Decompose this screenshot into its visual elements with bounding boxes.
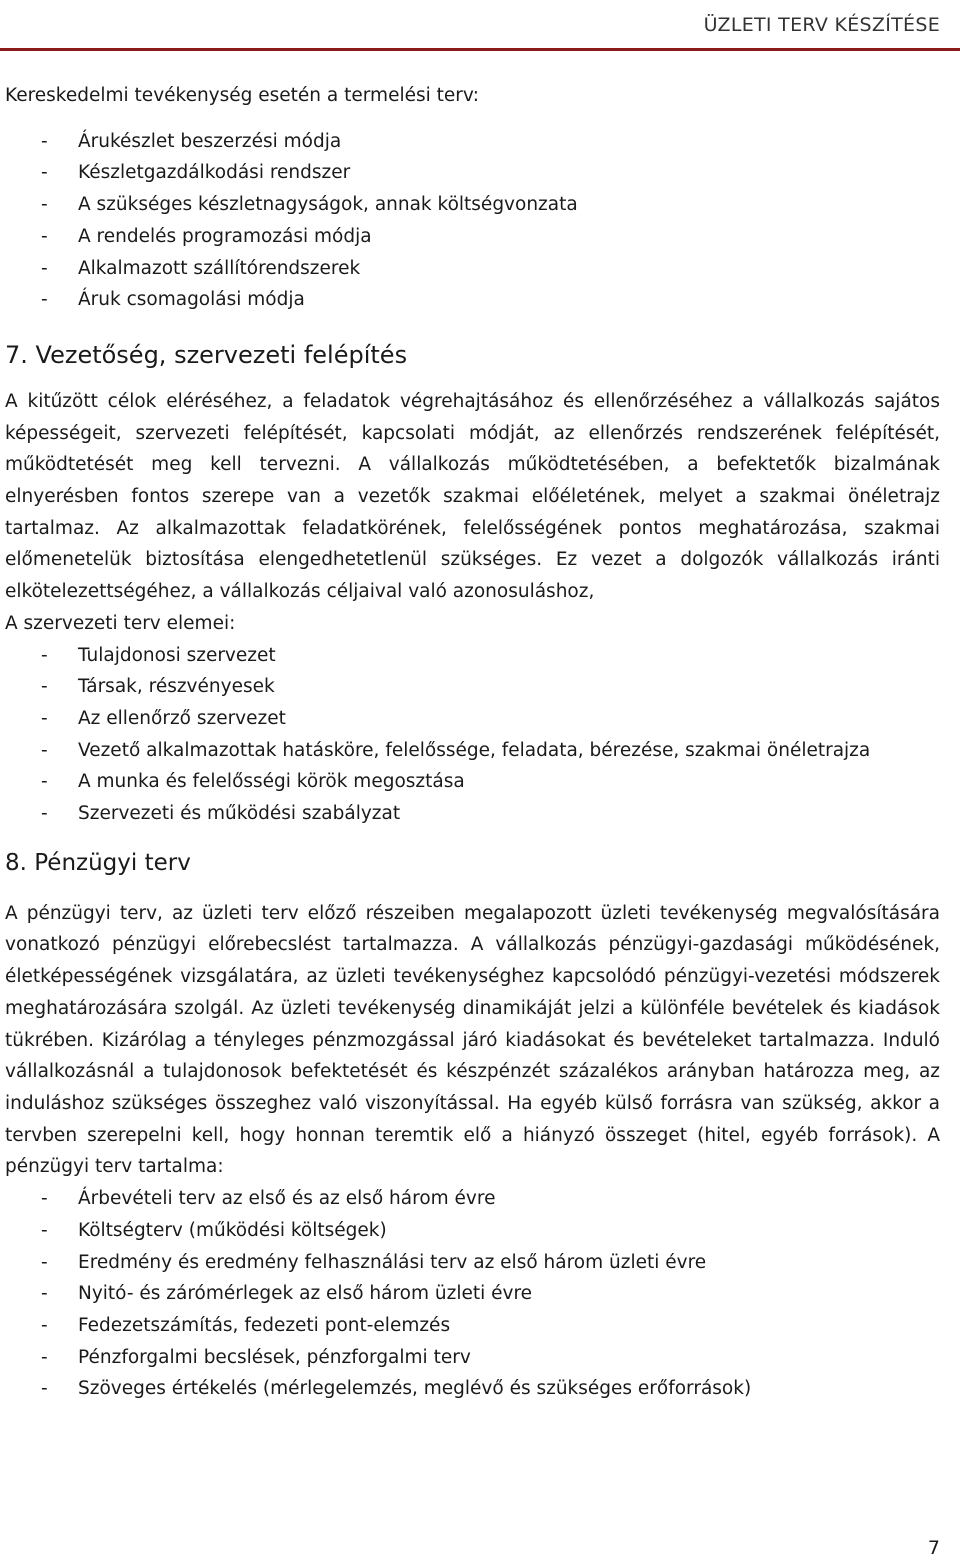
list-item: - Szöveges értékelés (mérlegelemzés, meglévő és szükséges erőforrások) [5,1373,940,1405]
list-item: - Fedezetszámítás, fedezeti pont-elemzés [5,1310,940,1342]
finance-plan-list [5,1183,940,1405]
list-item: - Eredmény és eredmény felhasználási terv az első három üzleti évre [5,1247,940,1279]
section-7-paragraph: A kitűzött célok eléréséhez, a feladatok végrehajtásához és ellenőrzéséhez a vállalkozás sajátos képességeit, szervezeti felépítését, kapcsolati módját, az ellenőrzés rendszerének felépítését, működtetését meg kell tervezni. A vállalkozás működtetésében, a befektetők bizalmának elnyerésben fontos szerepe van a vezetők szakmai előéletének, melyet a szakmai önéletrajz tartalmaz. Az alkalmazottak feladatkörének, felelősségének pontos meghatározása, szakmai előmenetelük biztosítása elengedhetetlenül szükséges. Ez vezet a dolgozók vállalkozás iránti elkötelezettségéhez, a vállalkozás céljaival való azonosuláshoz, [5,390,940,603]
list-item: - Szervezeti és működési szabályzat [5,798,940,830]
list-item: - Vezető alkalmazottak hatásköre, felelőssége, feladata, bérezése, szakmai önéletrajza [5,735,940,767]
list-item: - Tulajdonosi szervezet [5,640,940,672]
header-rule [0,48,960,51]
list-item: - Árbevételi terv az első és az első három évre [5,1183,940,1215]
list-item: - A rendelés programozási módja [5,221,940,253]
list-item: - Nyitó- és zárómérlegek az első három üzleti évre [5,1278,940,1310]
org-plan-subheading: A szervezeti terv elemei: [5,612,236,634]
list-item: - Készletgazdálkodási rendszer [5,157,940,189]
trade-intro: Kereskedelmi tevékenység esetén a termelési terv: [5,85,480,106]
list-item: - Árukészlet beszerzési módja [5,126,940,158]
list-item: - Alkalmazott szállítórendszerek [5,253,940,285]
list-item: - A munka és felelősségi körök megosztása [5,766,940,798]
list-item: - Pénzforgalmi becslések, pénzforgalmi terv [5,1342,940,1374]
list-item: - Költségterv (működési költségek) [5,1215,940,1247]
list-item: - Az ellenőrző szervezet [5,703,940,735]
list-item: - Áruk csomagolási módja [5,284,940,316]
section-8-paragraph: A pénzügyi terv, az üzleti terv előző részeiben megalapozott üzleti tevékenység megvalósítására vonatkozó pénzügyi előrebecslést tartalmazza. A vállalkozás pénzügyi-gazdasági működésének, életképességének vizsgálatára, az üzleti tevékenységhez kapcsolódó pénzügyi-vezetési módszerek meghatározására szolgál. Az üzleti tevékenység dinamikáját jelzi a különféle bevételek és kiadások tükrében. Kizárólag a tényleges pénzmozgással járó kiadásokat és bevételeket tartalmazza. Induló vállalkozásnál a tulajdonosok befektetését és készpénzét százalékos arányban határozza meg, az induláshoz szükséges összeghez való viszonyítással. Ha egyéb külső forrásra van szükség, akkor a tervben szerepelni kell, hogy honnan teremtik elő a hiányzó összeget (hitel, egyéb források). A pénzügyi terv tartalma: [5,902,940,1178]
running-header: ÜZLETI TERV KÉSZÍTÉSE [703,14,940,36]
trade-list [5,126,940,316]
section-7-heading: 7. Vezetőség, szervezeti felépítés [5,340,408,369]
list-item: - Társak, részvényesek [5,671,940,703]
page-content [5,80,940,1405]
page-number: 7 [927,1537,940,1559]
list-item: - A szükséges készletnagyságok, annak költségvonzata [5,189,940,221]
org-plan-list [5,640,940,830]
section-8-heading: 8. Pénzügyi terv [5,849,191,876]
